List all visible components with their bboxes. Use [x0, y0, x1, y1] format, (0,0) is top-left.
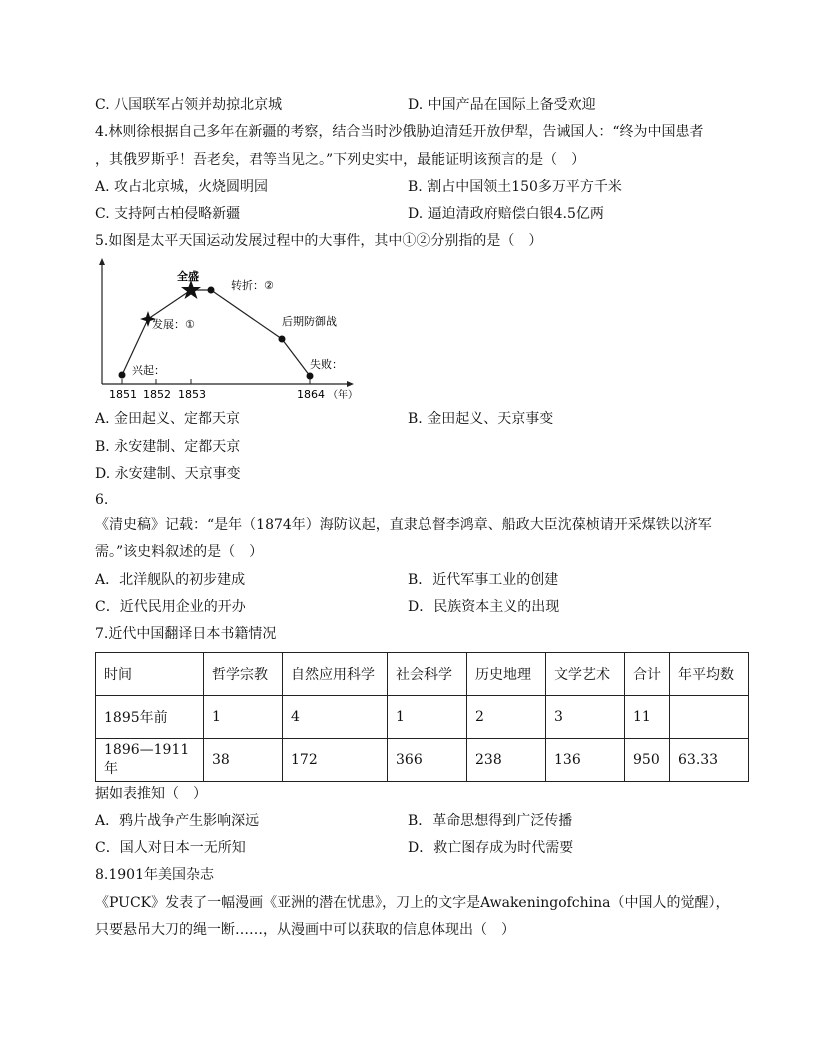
taiping-timeline-diagram	[92, 256, 362, 404]
table-cell: 3	[546, 696, 625, 739]
q5-option-a: A. 金田起义、定都天京	[95, 411, 241, 427]
q4-stem-line2: ，其俄罗斯乎！吾老矣，君等当见之。”下列史实中，最能证明该预言的是（ ）	[95, 152, 586, 168]
q5-option-d: D. 永安建制、天京事变	[95, 466, 241, 482]
q8-line3: 只要悬吊大刀的绳一断……，从漫画中可以获取的信息体现出（ ）	[95, 922, 515, 938]
q4-option-a: A. 攻占北京城，火烧圆明园	[95, 179, 269, 195]
q6-stem-line1: 《清史稿》记载：“是年（1874年）海防议起，直隶总督李鸿章、船政大臣沈葆桢请开采煤铁以济军	[95, 517, 712, 533]
q5-option-c: B. 永安建制、定都天京	[95, 439, 241, 455]
header-cell: 哲学宗教	[204, 653, 283, 696]
label-fail: 失败：	[310, 358, 343, 371]
year-1864: 1864	[297, 388, 325, 401]
table-cell: 950	[625, 739, 670, 782]
table-header-row	[96, 653, 749, 696]
q3-option-d: D. 中国产品在国际上备受欢迎	[408, 97, 596, 113]
table-cell: 366	[388, 739, 467, 782]
q4-option-d: D. 逼迫清政府赔偿白银4.5亿两	[408, 206, 604, 222]
q6-option-c: C．近代民用企业的开办	[95, 599, 246, 615]
table-cell: 4	[283, 696, 388, 739]
q7-option-d: D．救亡图存成为时代需要	[408, 840, 574, 856]
year-unit: （年）	[328, 390, 358, 401]
year-1852: 1852	[143, 388, 171, 401]
x-axis-arrow	[347, 381, 354, 387]
table-cell: 63.33	[670, 739, 749, 782]
table-cell: 1	[388, 696, 467, 739]
table-cell: 1	[204, 696, 283, 739]
q4-stem-line1: 4.林则徐根据自己多年在新疆的考察，结合当时沙俄胁迫清廷开放伊犁，告诫国人：“终为中国患者	[95, 124, 704, 140]
q7-option-a: A．鸦片战争产生影响深远	[95, 813, 260, 829]
translation-table	[95, 652, 749, 782]
q3-option-c: C. 八国联军占领并劫掠北京城	[95, 97, 283, 113]
label-turn: 转折：②	[231, 279, 274, 292]
header-cell: 合计	[625, 653, 670, 696]
header-cell: 时间	[96, 653, 204, 696]
table-row	[96, 739, 749, 782]
table-cell	[670, 696, 749, 739]
year-1853: 1853	[178, 388, 206, 401]
table-cell: 1896—1911年	[96, 739, 204, 782]
q8-line2: 《PUCK》发表了一幅漫画《亚洲的潜在忧患》，刀上的文字是Awakeningofchina（中国人的觉醒），	[95, 895, 730, 911]
label-develop: 发展：①	[152, 318, 195, 331]
point-rise	[119, 372, 126, 379]
header-cell: 年平均数	[670, 653, 749, 696]
q6-option-a: A．北洋舰队的初步建成	[95, 572, 246, 588]
year-1851: 1851	[109, 388, 137, 401]
table-row	[96, 696, 749, 739]
label-defense: 后期防御战	[282, 315, 337, 328]
q5-stem: 5.如图是太平天国运动发展过程中的大事件，其中①②分别指的是（ ）	[95, 233, 543, 249]
q7-stem: 据如表推知（ ）	[95, 786, 207, 802]
table-cell: 1895年前	[96, 696, 204, 739]
header-cell: 社会科学	[388, 653, 467, 696]
q7-title: 7.近代中国翻译日本书籍情况	[95, 626, 277, 642]
point-defense	[279, 336, 286, 343]
header-cell: 文学艺术	[546, 653, 625, 696]
point-turn	[208, 287, 215, 294]
table-cell: 11	[625, 696, 670, 739]
table-cell: 238	[467, 739, 546, 782]
q7-option-b: B．革命思想得到广泛传播	[408, 813, 573, 829]
q5-option-b: B. 金田起义、天京事变	[408, 411, 554, 427]
q6-number: 6.	[95, 492, 109, 508]
q6-stem-line2: 需。”该史料叙述的是（ ）	[95, 544, 264, 560]
label-rise: 兴起：	[132, 364, 165, 377]
table-cell: 172	[283, 739, 388, 782]
q4-option-b: B. 割占中国领土150多万平方千米	[408, 179, 622, 195]
header-cell: 自然应用科学	[283, 653, 388, 696]
header-cell: 历史地理	[467, 653, 546, 696]
label-peak: 全盛	[177, 270, 199, 283]
point-fail	[307, 373, 314, 380]
q4-option-c: C. 支持阿古柏侵略新疆	[95, 206, 241, 222]
q8-line1: 8.1901年美国杂志	[95, 867, 214, 883]
q6-option-b: B．近代军事工业的创建	[408, 572, 559, 588]
table-cell: 136	[546, 739, 625, 782]
table-cell: 2	[467, 696, 546, 739]
table-cell: 38	[204, 739, 283, 782]
y-axis-arrow	[99, 258, 105, 265]
q6-option-d: D．民族资本主义的出现	[408, 599, 560, 615]
q7-option-c: C．国人对日本一无所知	[95, 840, 246, 856]
